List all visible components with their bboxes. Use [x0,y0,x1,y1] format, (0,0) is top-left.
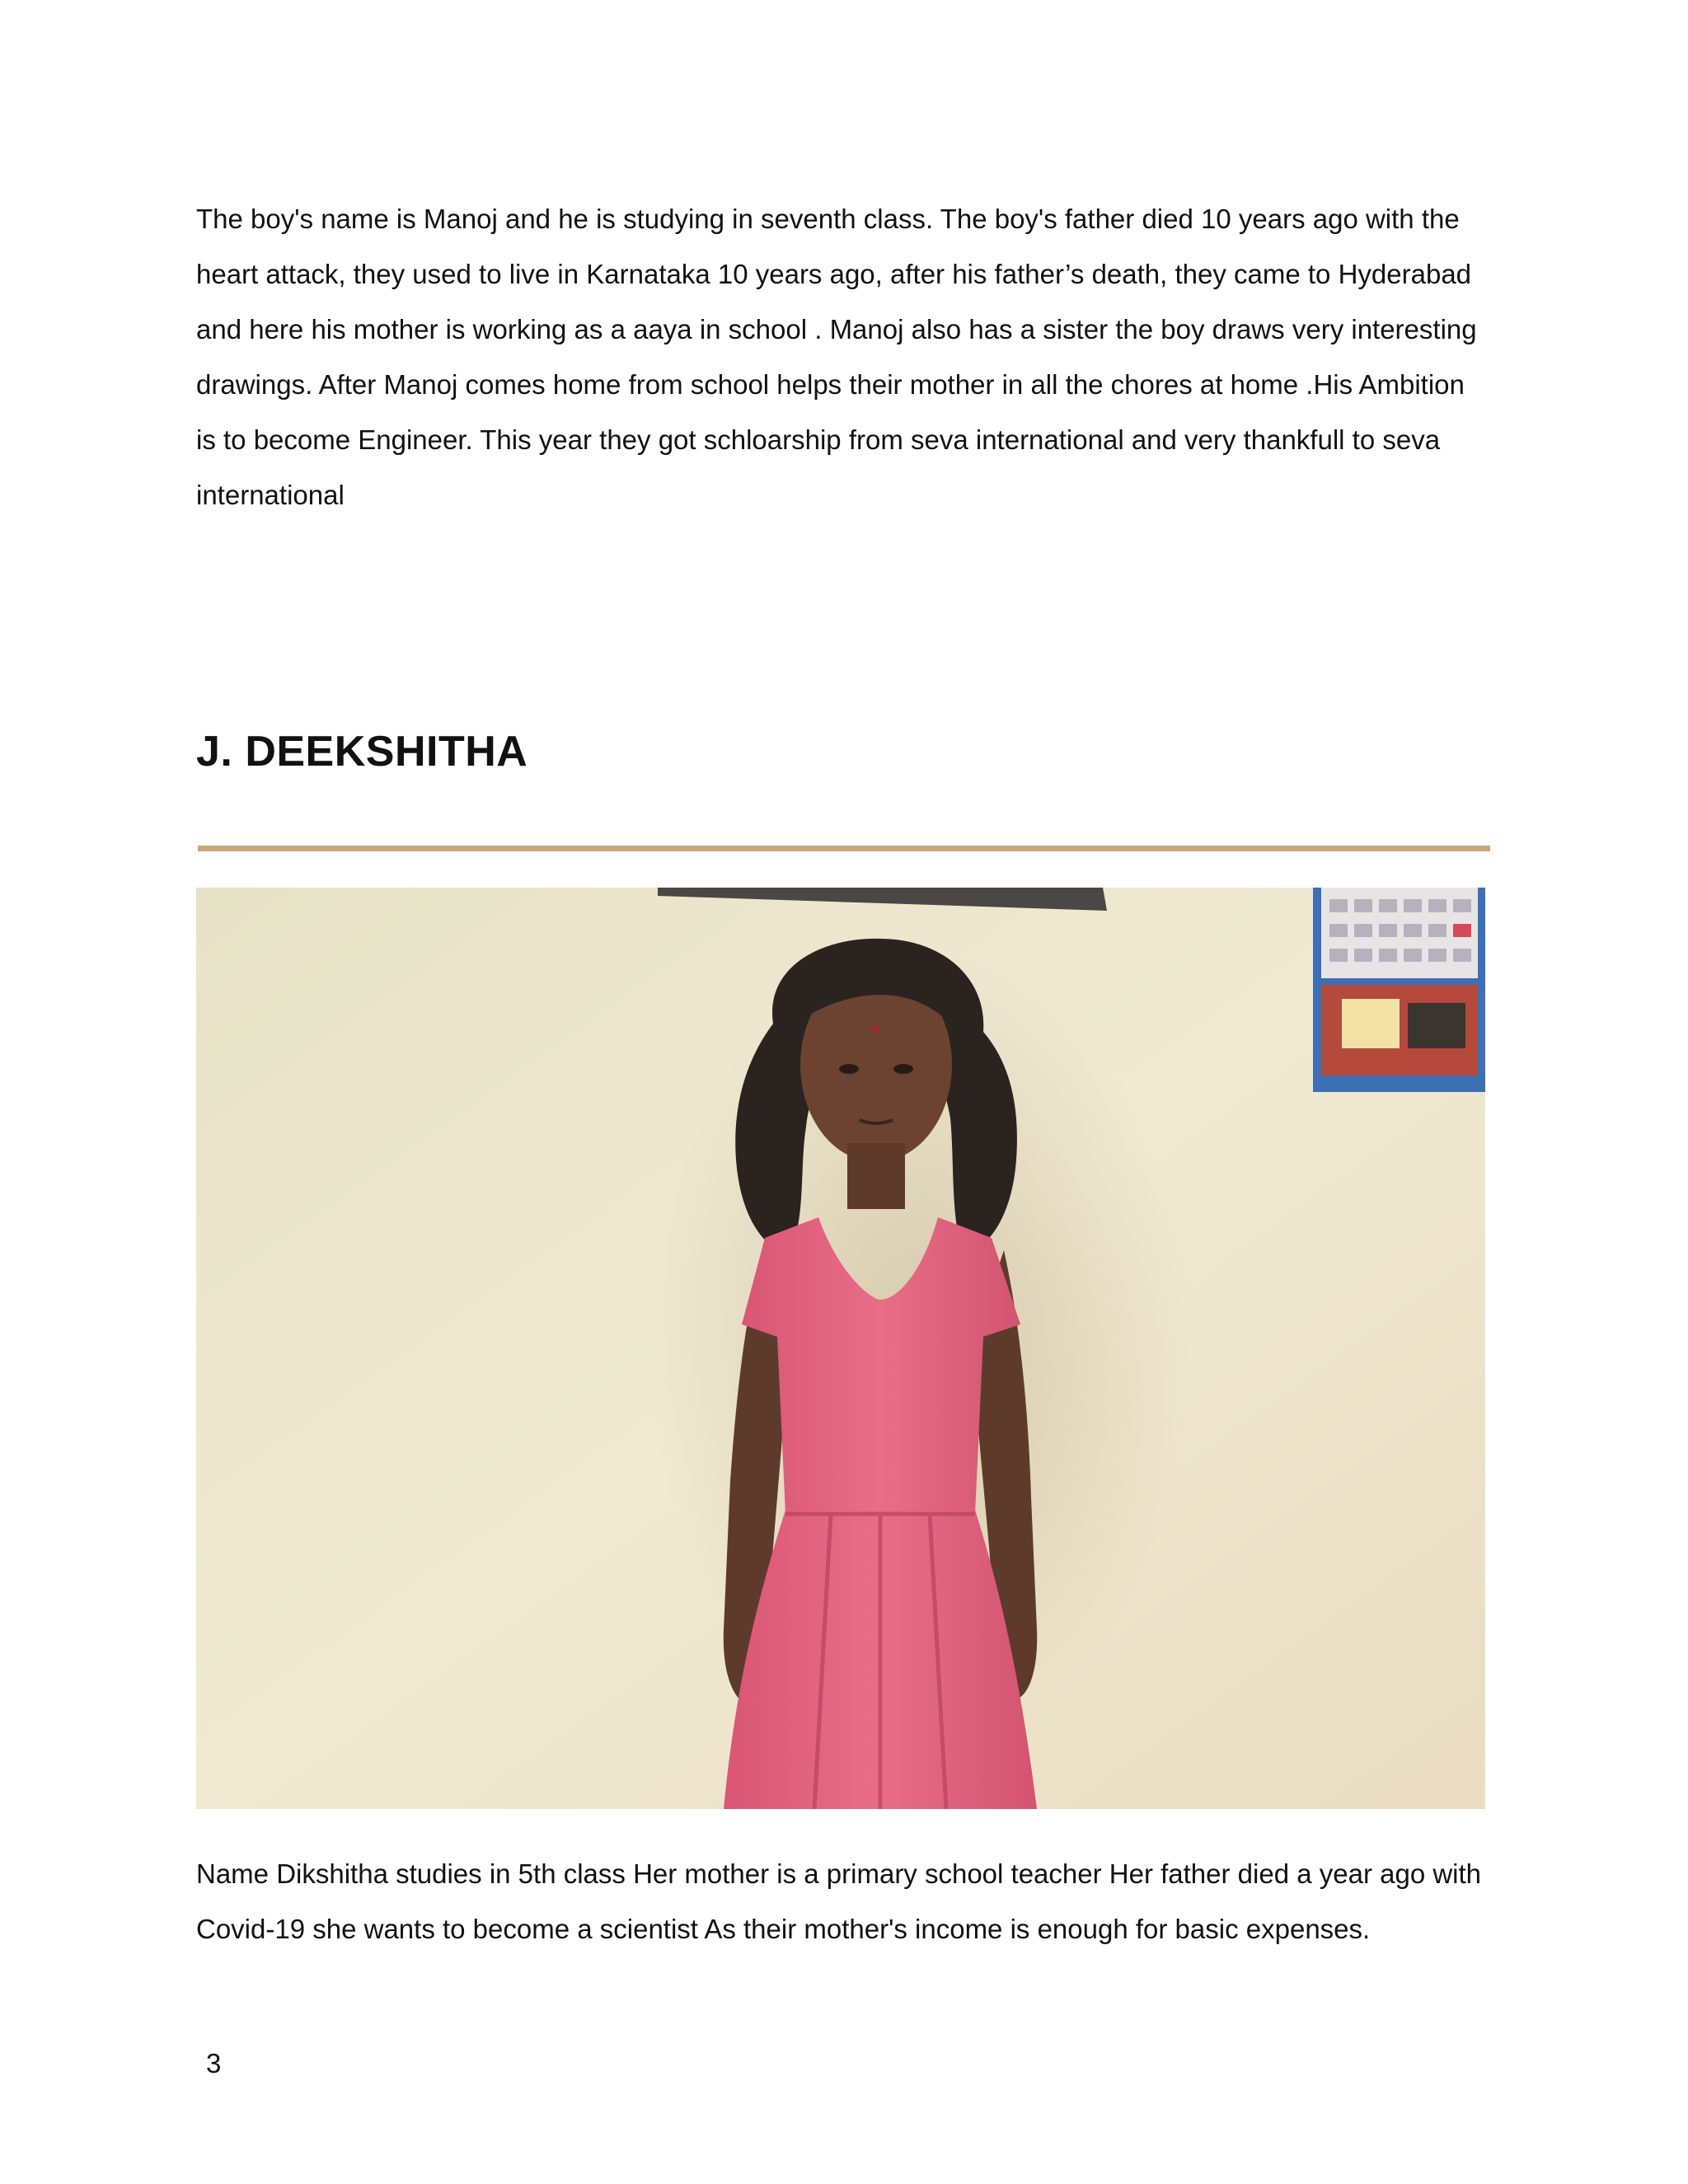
deekshitha-story-paragraph: Name Dikshitha studies in 5th class Her mother is a primary school teacher Her father died a year ago with Covid-19 she wants to become a scientist As their mother's income is enough for basic expenses. [196,1858,1482,1944]
heading-divider [198,846,1490,851]
page-number: 3 [206,2048,222,2079]
student-name-heading: J. DEEKSHITHA [196,728,528,776]
student-photo [196,888,1485,1809]
manoj-story-paragraph: The boy's name is Manoj and he is studying in seventh class. The boy's father died 10 years ago with the heart attack, they used to live in Karnataka 10 years ago, after his father’s death, they came to Hyderabad and here his mother is working as a aaya in school . Manoj also has a sister the boy draws very interesting drawings. After Manoj comes home from school helps their mother in all the chores at home .His Ambition is to become Engineer. This year they got schloarship from seva international and very thankfull to seva international [196,204,1477,510]
